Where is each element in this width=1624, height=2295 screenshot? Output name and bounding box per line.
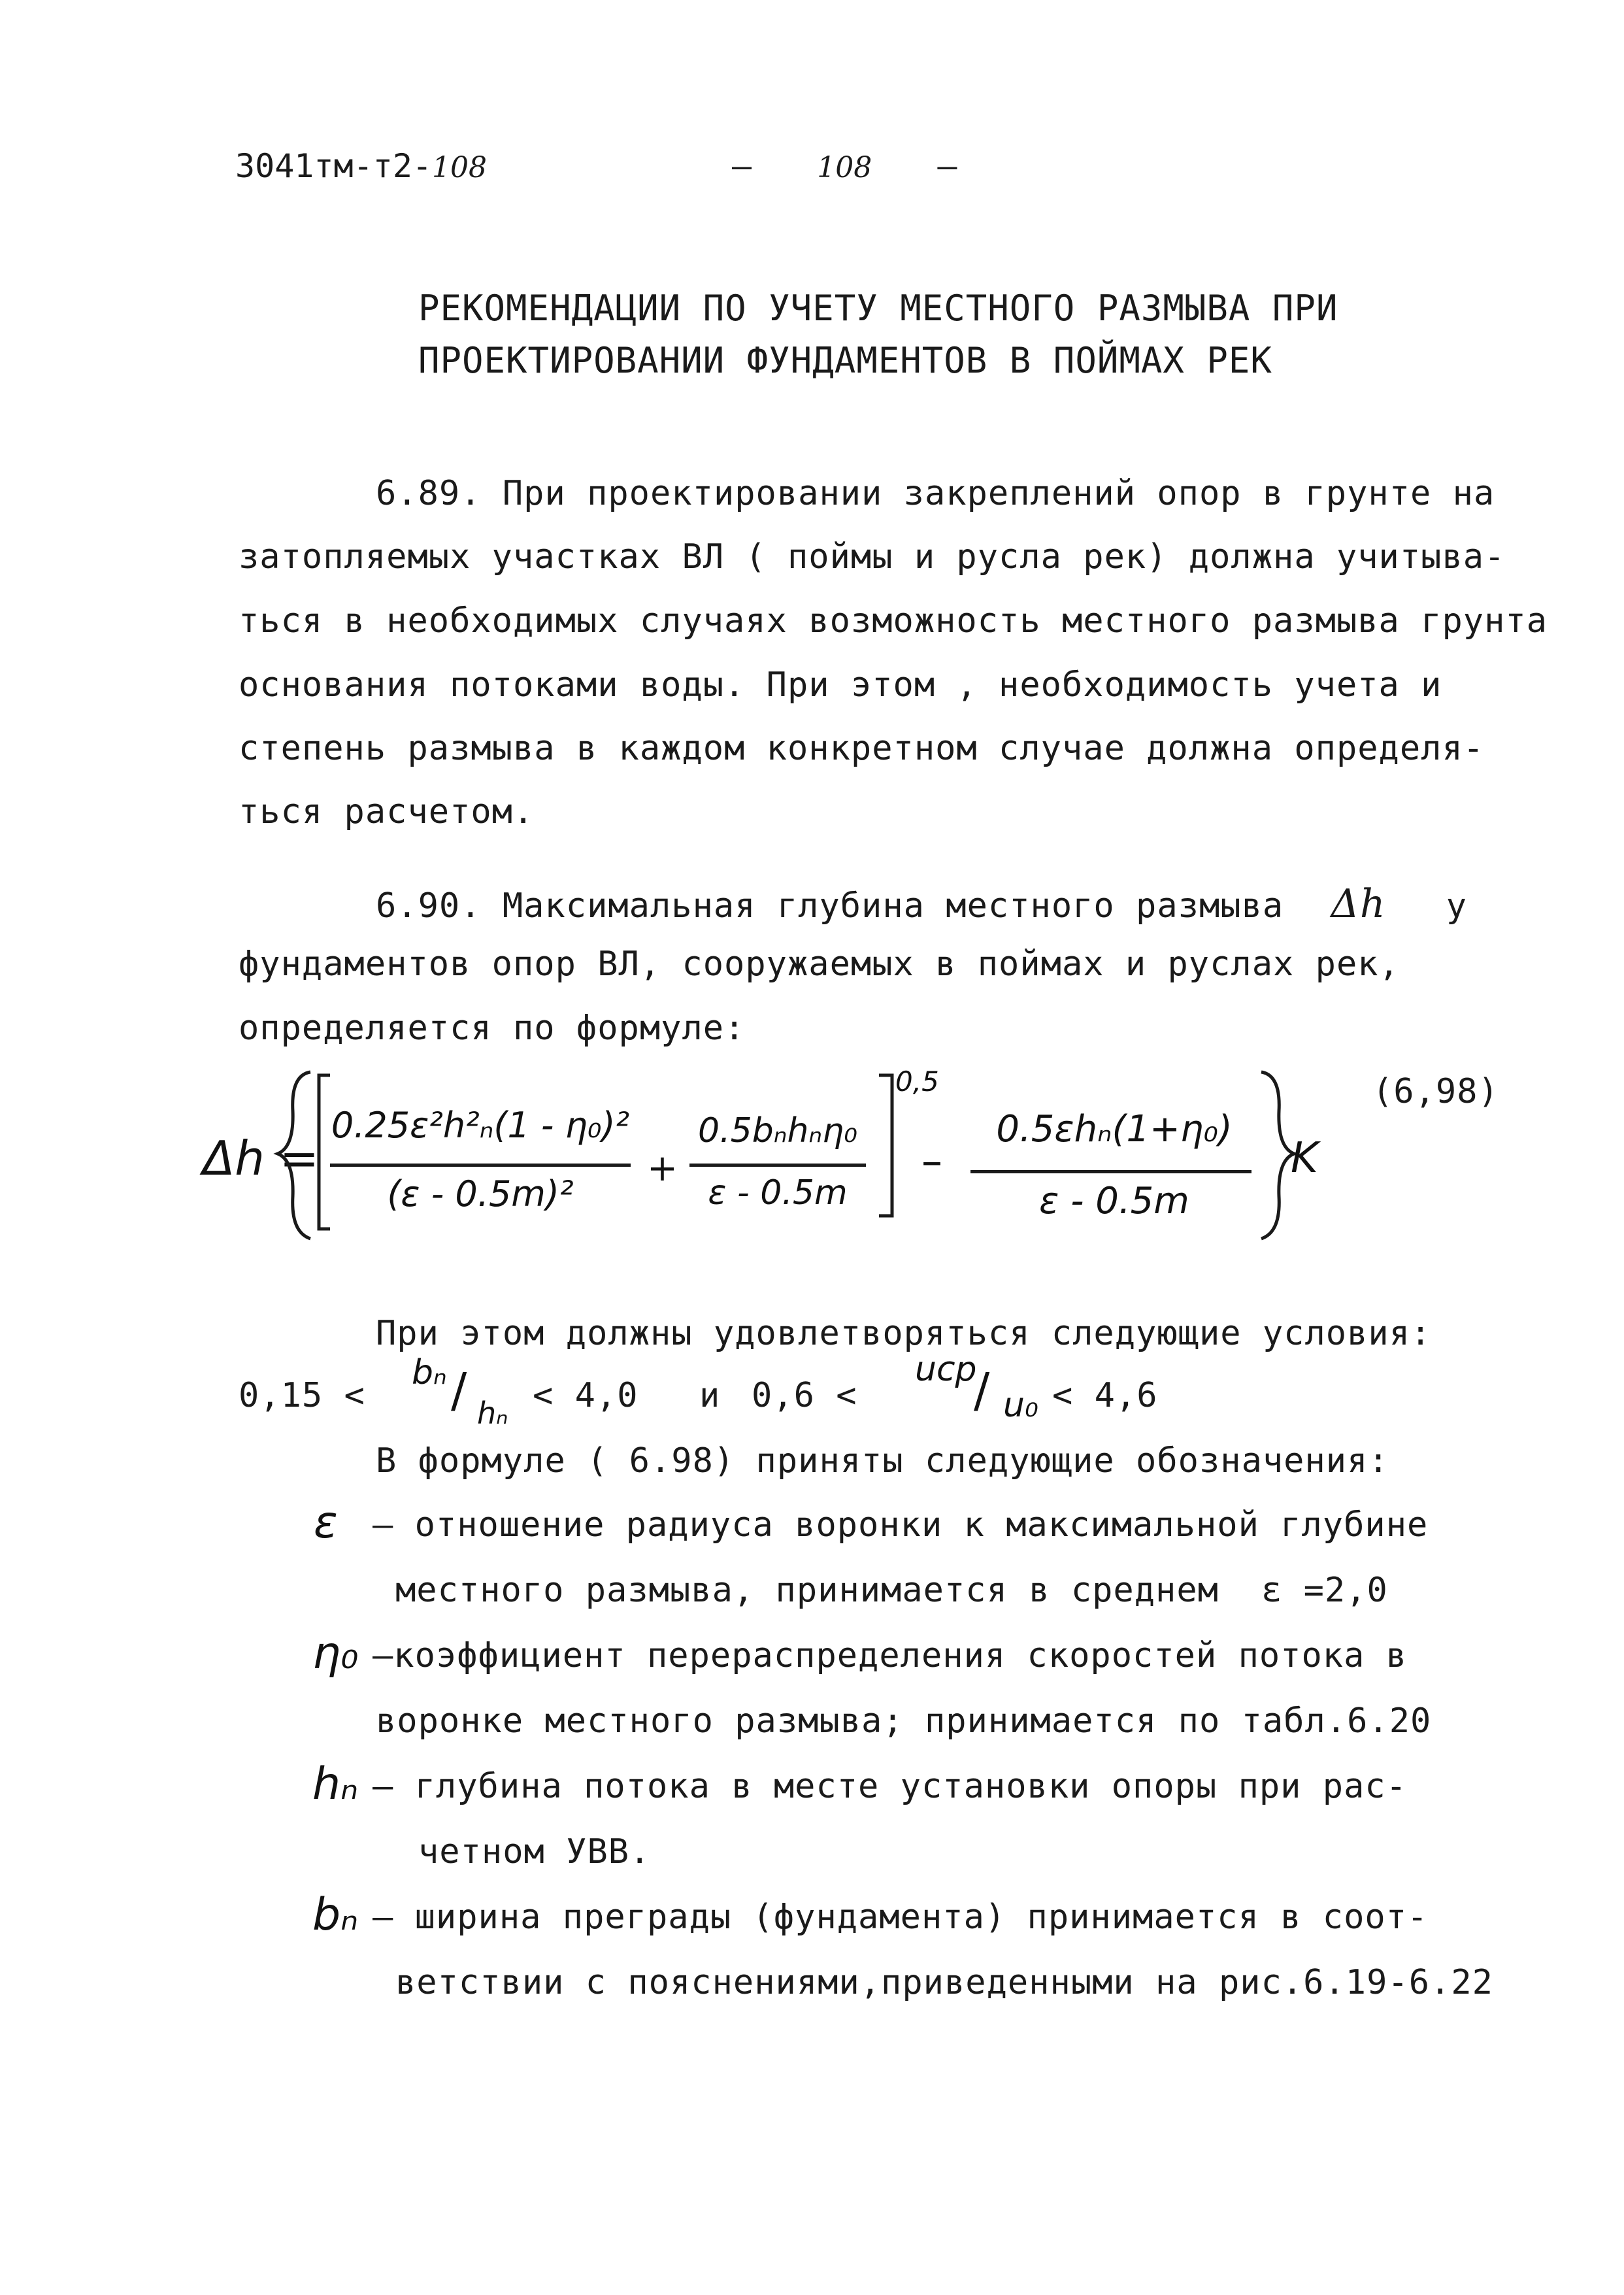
condition-2-denominator: u₀ <box>1003 1386 1038 1425</box>
inner-right-bracket <box>879 1075 892 1216</box>
dash-left: – <box>732 147 752 185</box>
notation-epsilon-value: ε =2,0 <box>1261 1571 1388 1610</box>
paragraph-6-90-line-1-end: у <box>1446 886 1468 926</box>
condition-1-denominator: hₙ <box>477 1396 508 1431</box>
paragraph-6-89-line-1: 6.89. При проектировании закреплений опор в грунте на <box>376 474 1495 513</box>
paragraph-6-89-line-2: затопляемых участках ВЛ ( поймы и русла рек) должна учитыва- <box>239 537 1506 577</box>
bracket-exponent: 0,5 <box>895 1065 939 1097</box>
notation-eta-line-2: воронке местного размыва; принимается по табл.6.20 <box>376 1701 1432 1741</box>
notation-symbol-h: hₙ <box>312 1758 359 1810</box>
outer-right-brace <box>1261 1072 1294 1239</box>
condition-1-slash: / <box>451 1363 467 1418</box>
notation-symbol-epsilon: ε <box>314 1497 338 1549</box>
condition-2-slash: / <box>974 1363 990 1418</box>
condition-conjunction: и <box>699 1376 721 1415</box>
paragraph-6-89-line-6: ться расчетом. <box>239 792 535 831</box>
term3-fraction-line <box>970 1170 1251 1173</box>
condition-1-numerator: bₙ <box>412 1353 447 1392</box>
notation-h-line-1: – глубина потока в месте установки опоры при рас- <box>373 1767 1408 1806</box>
notation-epsilon-line-2: местного размыва, принимается в среднем <box>395 1571 1219 1610</box>
minus-sign: – <box>921 1137 942 1186</box>
term1-numerator: 0.25ε²h²ₙ(1 - η₀)² <box>331 1105 630 1146</box>
term2-numerator: 0.5bₙhₙη₀ <box>698 1111 857 1150</box>
term3-denominator: ε - 0.5m <box>1039 1180 1189 1222</box>
term2-fraction-line <box>689 1164 866 1167</box>
notation-b-line-1: – ширина преграды (фундамента) принимается в соот- <box>373 1898 1429 1937</box>
paragraph-6-89-line-5: степень размыва в каждом конкретном случае должна определя- <box>239 729 1485 768</box>
condition-2-upper: < 4,6 <box>1052 1376 1158 1415</box>
dash-right: – <box>937 147 957 185</box>
term1-fraction-line <box>330 1164 631 1167</box>
notation-symbol-eta: η₀ <box>312 1628 359 1679</box>
formula-lhs: Δh = <box>203 1131 320 1186</box>
plus-sign: + <box>647 1147 678 1190</box>
document-code-handwritten: 108 <box>432 151 488 184</box>
conditions-intro: При этом должны удовлетворяться следующие условия: <box>376 1314 1432 1353</box>
section-title-line-2: ПРОЕКТИРОВАНИИ ФУНДАМЕНТОВ В ПОЙМАХ РЕК <box>418 340 1272 381</box>
outer-left-brace <box>278 1072 310 1239</box>
condition-1-lower: 0,15 < <box>239 1376 365 1415</box>
condition-1-upper: < 4,0 <box>533 1376 638 1415</box>
notation-eta-line-1: –коэффициент перераспределения скоростей потока в <box>373 1636 1408 1675</box>
document-code-typed: 3041тм-т2- <box>235 147 433 185</box>
paragraph-6-90-line-2: фундаментов опор ВЛ, сооружаемых в поймах и руслах рек, <box>239 945 1400 984</box>
term3-numerator: 0.5εhₙ(1+η₀) <box>996 1108 1233 1150</box>
paragraph-6-89-line-4: основания потоками воды. При этом , необходимость учета и <box>239 665 1442 705</box>
notation-intro: В формуле ( 6.98) приняты следующие обозначения: <box>376 1441 1389 1481</box>
notation-epsilon-line-1: – отношение радиуса воронки к максимальной глубине <box>373 1505 1429 1545</box>
notation-b-line-2: ветствии с пояснениями,приведенными на рис.6.19-6.22 <box>395 1963 1493 2002</box>
paragraph-6-90-line-3: определяется по формуле: <box>239 1009 746 1048</box>
term1-denominator: (ε - 0.5m)² <box>387 1173 574 1215</box>
formula-number: (6,98) <box>1372 1072 1499 1111</box>
paragraph-6-90-line-1-text: 6.90. Максимальная глубина местного размыва <box>376 886 1284 926</box>
section-title-line-1: РЕКОМЕНДАЦИИ ПО УЧЕТУ МЕСТНОГО РАЗМЫВА ПРИ <box>418 288 1338 329</box>
notation-symbol-b: bₙ <box>312 1889 359 1941</box>
term2-denominator: ε - 0.5m <box>708 1173 848 1213</box>
paragraph-6-89-line-3: ться в необходимых случаях возможность местного размыва грунта <box>239 601 1548 641</box>
page-number: 108 <box>817 151 872 184</box>
factor-k: K <box>1291 1134 1318 1182</box>
notation-h-line-2: четном УВВ. <box>418 1832 651 1871</box>
condition-2-numerator: uср <box>915 1350 977 1389</box>
condition-2-lower: 0,6 < <box>752 1376 857 1415</box>
delta-h-symbol: Δh <box>1331 881 1386 927</box>
